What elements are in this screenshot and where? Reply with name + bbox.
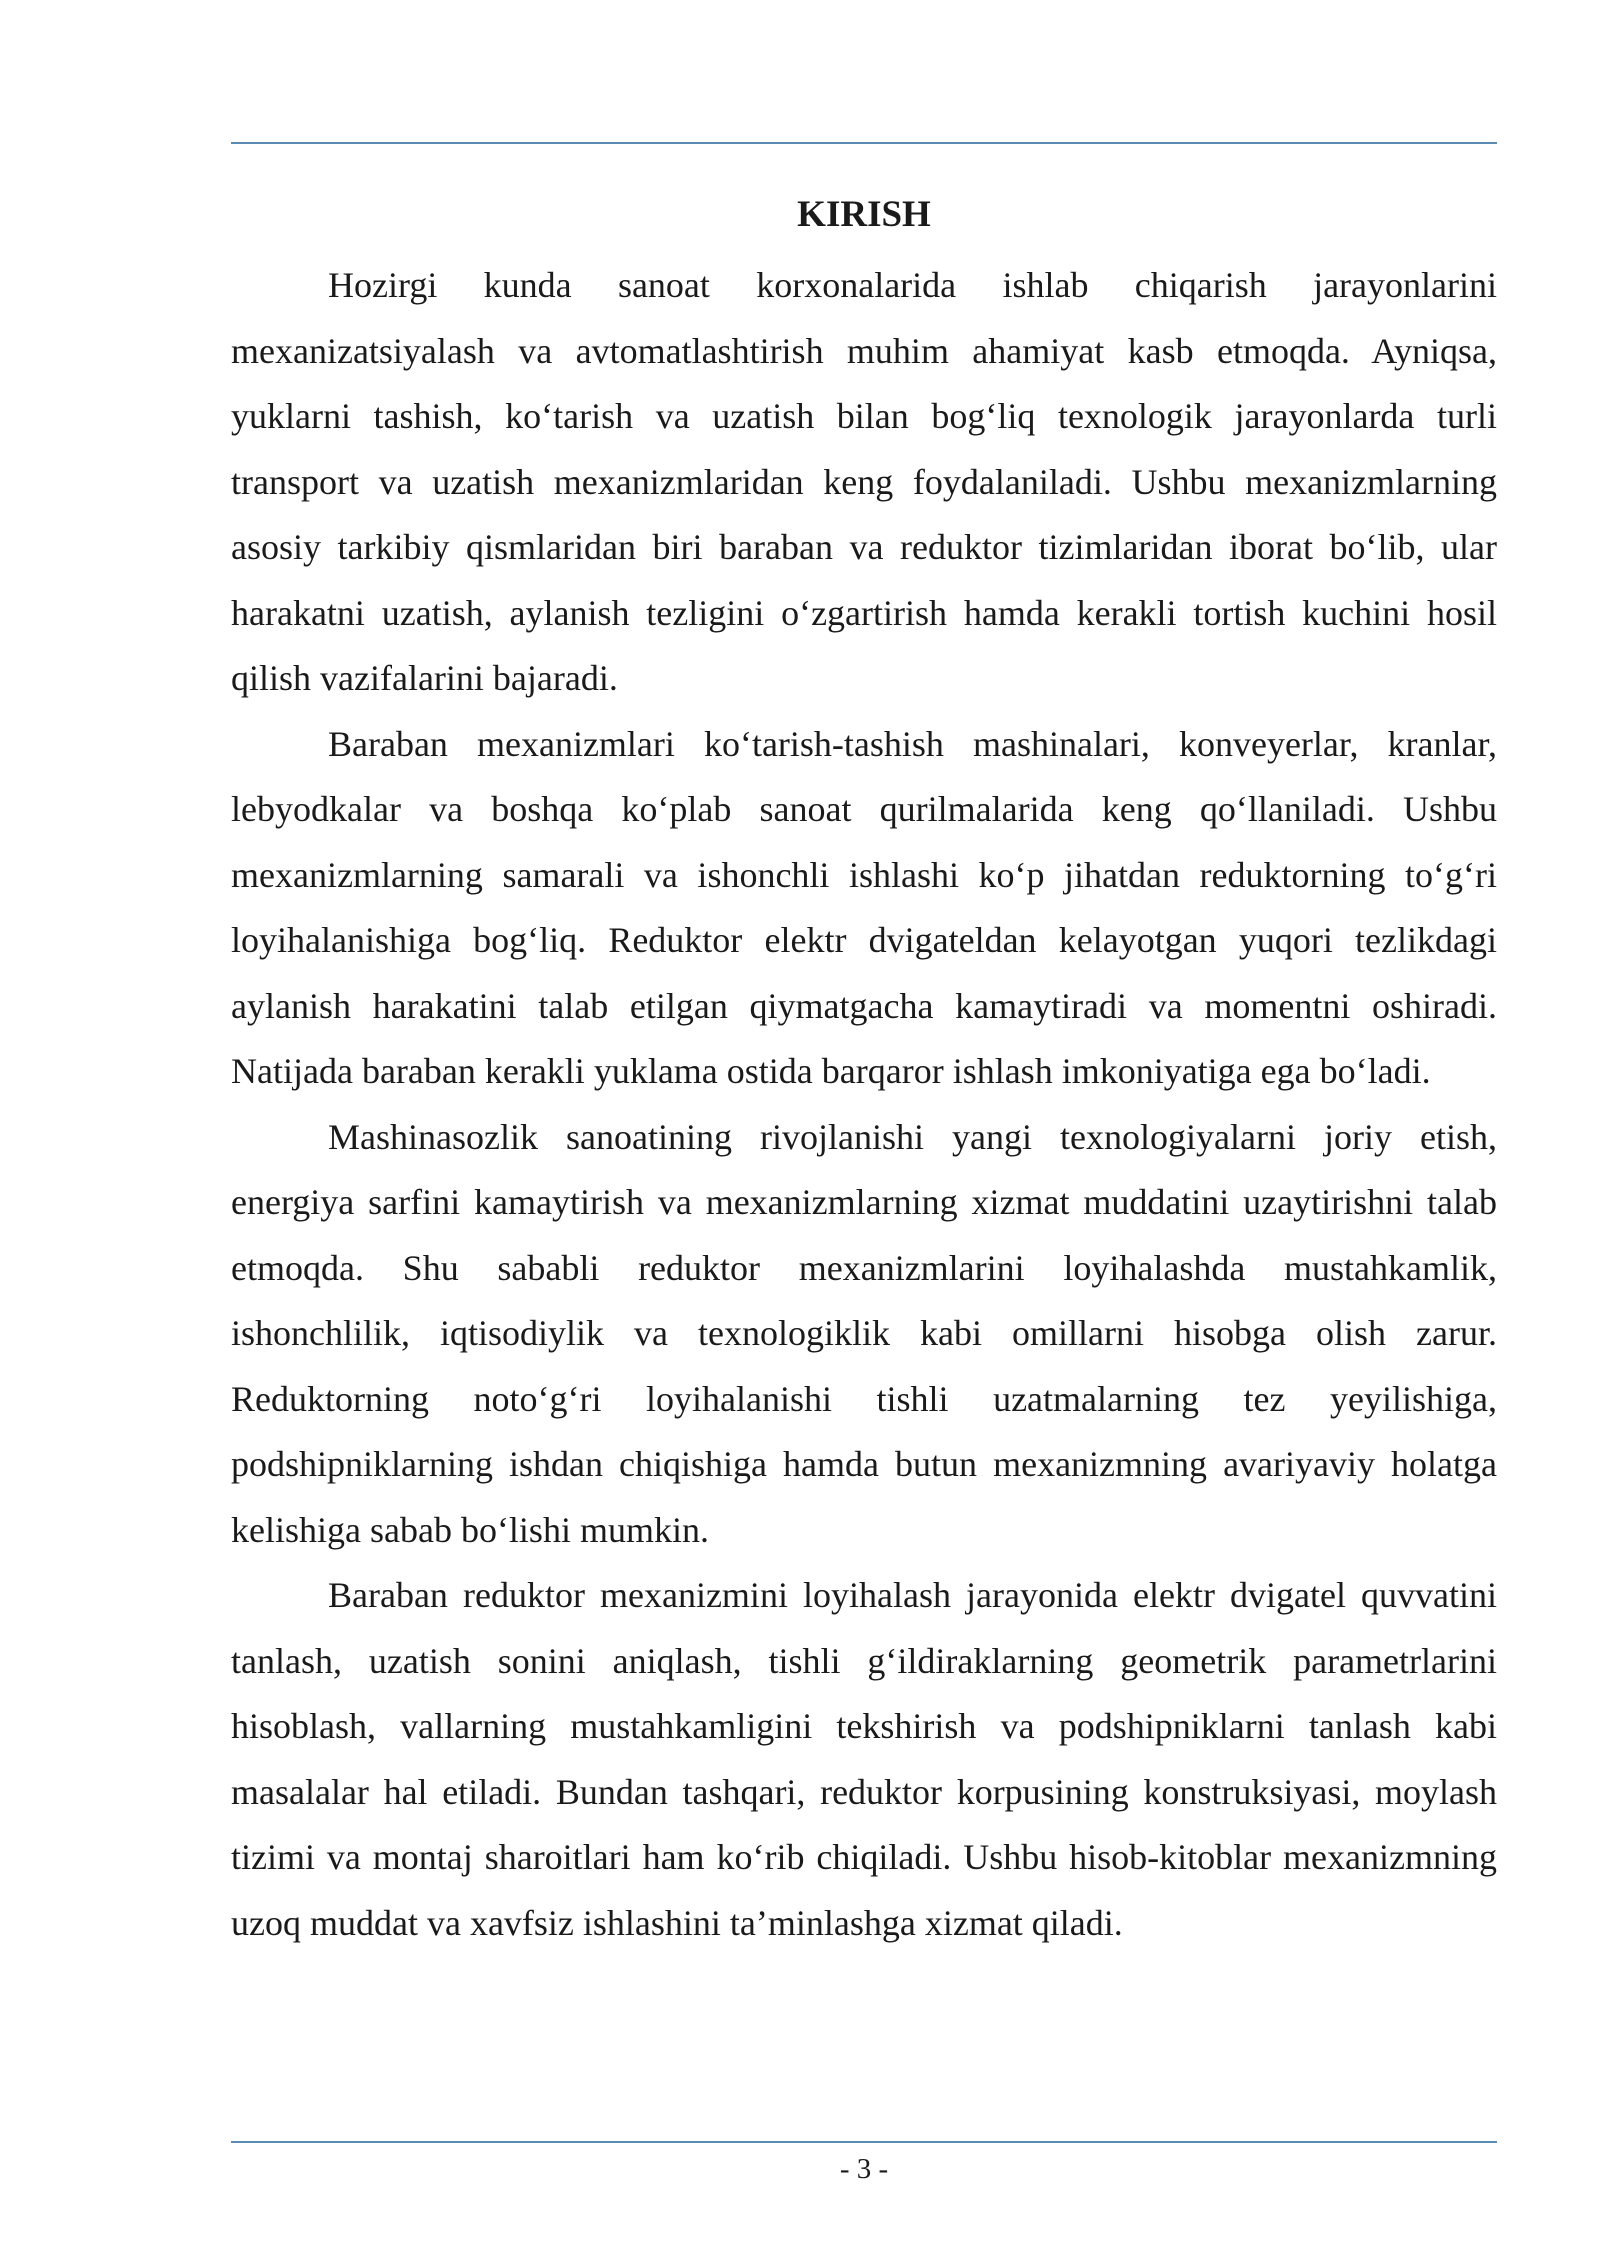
paragraph: Baraban reduktor mexanizmini loyihalash jarayonida elektr dvigatel quvvatini tanlash, uzatish sonini aniqlash, tishli g‘ildiraklarning geometrik parametrlarini hisoblash, vallarning mustahkamligini tekshirish va podshipniklarni tanlash kabi masalalar hal etiladi. Bundan tashqari, reduktor korpusining konstruksiyasi, moylash tizimi va montaj sharoitlari ham ko‘rib chiqiladi. Ushbu hisob-kitoblar mexanizmning uzoq muddat va xavfsiz ishlashini ta’minlashga xizmat qiladi. xyxy=(231,1575,1497,1943)
page-title: KIRISH xyxy=(797,194,931,235)
paragraph: Baraban mexanizmlari ko‘tarish-tashish mashinalari, konveyerlar, kranlar, lebyodkalar va boshqa ko‘plab sanoat qurilmalarida keng qo‘llaniladi. Ushbu mexanizmlarning samarali va ishonchli ishlashi ko‘p jihatdan reduktorning to‘g‘ri loyihalanishiga bog‘liq. Reduktor elektr dvigateldan kelayotgan yuqori tezlikdagi aylanish harakatini talab etilgan qiymatgacha kamaytiradi va momentni oshiradi. Natijada baraban kerakli yuklama ostida barqaror ishlash imkoniyatiga ega bo‘ladi. xyxy=(231,723,1497,1091)
header-rule xyxy=(231,142,1497,144)
page-number: - 3 - xyxy=(839,2153,889,2185)
body-text xyxy=(231,253,1497,1956)
paragraph: Mashinasozlik sanoatining rivojlanishi yangi texnologiyalarni joriy etish, energiya sarfini kamaytirish va mexanizmlarning xizmat muddatini uzaytirishni talab etmoqda. Shu sababli reduktor mexanizmlarini loyihalashda mustahkamlik, ishonchlilik, iqtisodiylik va texnologiklik kabi omillarni hisobga olish zarur. Reduktorning noto‘g‘ri loyihalanishi tishli uzatmalarning tez yeyilishiga, podshipniklarning ishdan chiqishiga hamda butun mexanizmning avariyaviy holatga kelishiga sabab bo‘lishi mumkin. xyxy=(231,1116,1497,1550)
footer-rule xyxy=(231,2141,1497,2143)
paragraph: Hozirgi kunda sanoat korxonalarida ishlab chiqarish jarayonlarini mexanizatsiyalash va avtomatlashtirish muhim ahamiyat kasb etmoqda. Ayniqsa, yuklarni tashish, ko‘tarish va uzatish bilan bog‘liq texnologik jarayonlarda turli transport va uzatish mexanizmlaridan keng foydalaniladi. Ushbu mexanizmlarning asosiy tarkibiy qismlaridan biri baraban va reduktor tizimlaridan iborat bo‘lib, ular harakatni uzatish, aylanish tezligini o‘zgartirish hamda kerakli tortish kuchini hosil qilish vazifalarini bajaradi. xyxy=(231,265,1497,698)
